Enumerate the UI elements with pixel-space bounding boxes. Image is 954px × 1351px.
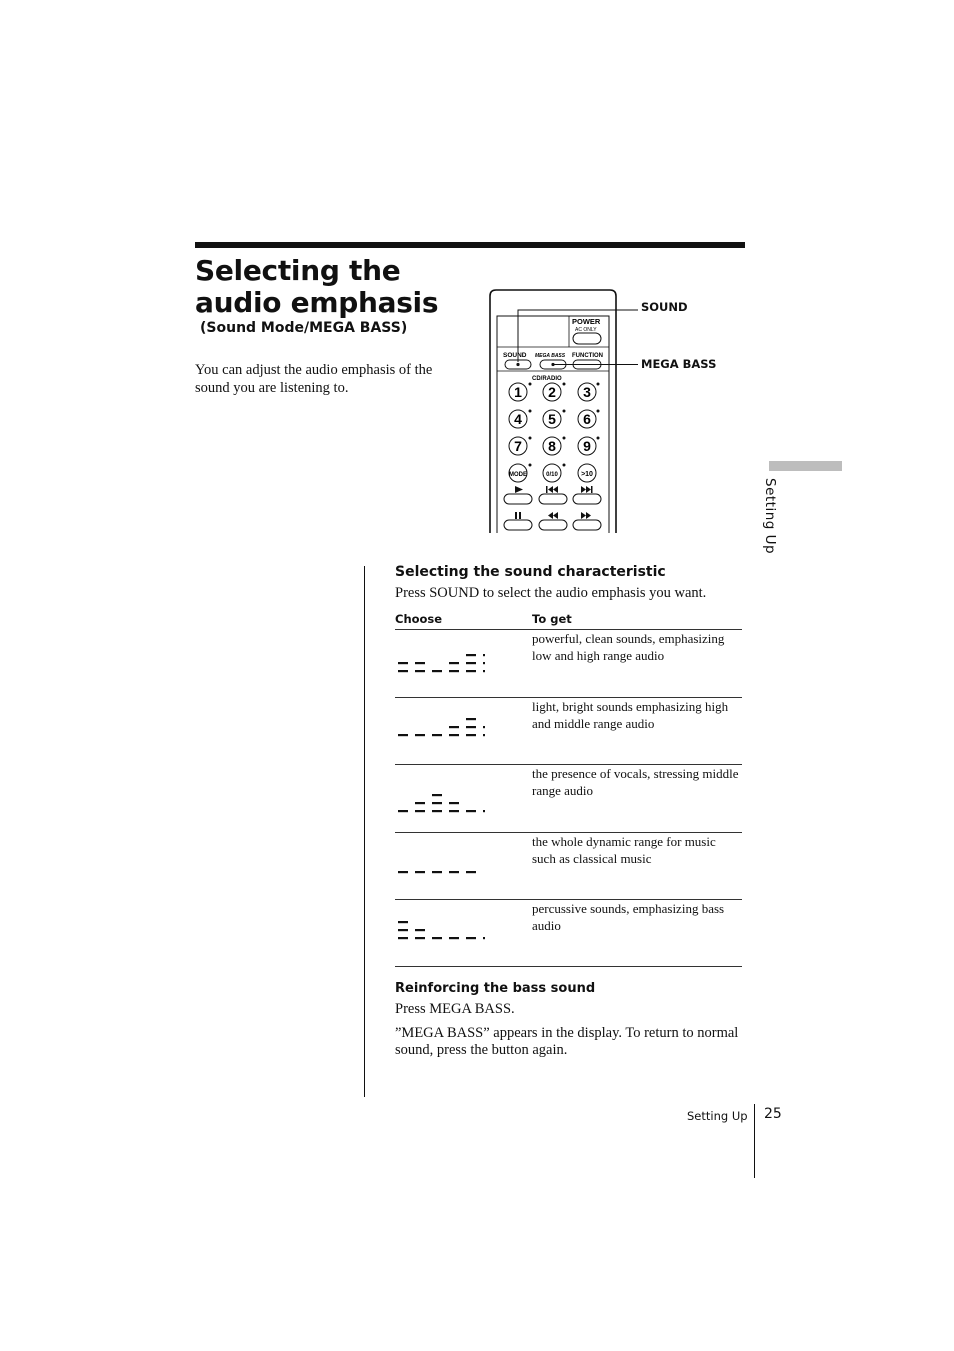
power-button [573, 333, 601, 344]
select-instruction: Press SOUND to select the audio emphasis you want. [395, 585, 707, 601]
digit-2: 2 [548, 384, 556, 400]
eq-level-segment [398, 921, 408, 923]
zero-ten-label: 0/10 [546, 472, 558, 478]
table-row [395, 698, 742, 765]
digit-1: 1 [514, 384, 522, 400]
page-number: 25 [764, 1106, 782, 1122]
eq-level-segment [449, 670, 459, 672]
table-row [395, 900, 742, 967]
eq-level-segment [483, 937, 485, 939]
next-button [573, 494, 601, 504]
play-icon [515, 486, 523, 493]
table-row [395, 765, 742, 833]
digit-9: 9 [583, 438, 591, 454]
eq-level-segment [466, 871, 476, 873]
function-label: FUNCTION [572, 353, 603, 359]
bass-heading: Reinforcing the bass sound [395, 981, 596, 996]
eq-graphic-row-5 [395, 915, 485, 941]
eq-level-segment [466, 937, 476, 939]
row-description: the presence of vocals, stressing middle range audio [532, 766, 739, 798]
eq-level-segment [449, 734, 459, 736]
intro-paragraph: You can adjust the audio emphasis of the sound you are listening to. [195, 362, 433, 396]
page-subtitle: (Sound Mode/MEGA BASS) [200, 320, 408, 336]
section-tab-marker [769, 461, 842, 471]
eq-level-segment [432, 734, 442, 736]
eq-level-segment [415, 929, 425, 931]
remote-control-illustration [478, 284, 638, 536]
eq-graphic-row-3 [395, 788, 485, 814]
eq-level-segment [483, 662, 485, 664]
eq-level-segment [449, 810, 459, 812]
eq-level-segment [483, 726, 485, 728]
footer-rule [754, 1104, 755, 1178]
eq-level-segment [415, 871, 425, 873]
eq-level-segment [466, 654, 476, 656]
rewind-icon [548, 512, 558, 519]
title-line-1: Selecting the [195, 254, 401, 287]
eq-level-segment [449, 662, 459, 664]
play-button [504, 494, 532, 504]
pause-button [504, 520, 532, 530]
eq-level-segment [449, 802, 459, 804]
eq-level-segment [432, 670, 442, 672]
top-rule [195, 242, 745, 248]
eq-level-segment [466, 662, 476, 664]
digit-3: 3 [583, 384, 591, 400]
bass-step: Press MEGA BASS. [395, 1001, 515, 1017]
eq-level-segment [398, 734, 408, 736]
eq-level-segment [398, 871, 408, 873]
title-line-2: audio emphasis [195, 286, 439, 319]
eq-level-segment [449, 871, 459, 873]
digit-6: 6 [583, 411, 591, 427]
table-row [395, 833, 742, 900]
next-icon [581, 486, 593, 493]
eq-level-segment [432, 810, 442, 812]
eq-graphic-row-2 [395, 712, 485, 738]
plus-ten-label: >10 [581, 471, 593, 478]
sound-label: SOUND [503, 352, 527, 359]
cd-radio-label: CD/RADIO [532, 376, 562, 382]
eq-level-segment [432, 802, 442, 804]
eq-level-segment [449, 726, 459, 728]
eq-level-segment [466, 670, 476, 672]
eq-level-segment [398, 937, 408, 939]
eq-level-segment [415, 662, 425, 664]
eq-level-segment [398, 670, 408, 672]
digit-5: 5 [548, 411, 556, 427]
eq-level-segment [466, 810, 476, 812]
column-header-choose: Choose [395, 612, 443, 626]
row-description: powerful, clean sounds, emphasizing low and high range audio [532, 631, 725, 663]
eq-level-segment [432, 871, 442, 873]
eq-level-segment [415, 810, 425, 812]
column-rule [364, 566, 365, 1097]
column-header-to-get: To get [532, 612, 572, 626]
digit-4: 4 [514, 411, 522, 427]
pause-icon [515, 512, 521, 519]
previous-button [539, 494, 567, 504]
eq-level-segment [483, 654, 485, 656]
eq-level-segment [432, 937, 442, 939]
eq-level-segment [466, 726, 476, 728]
ac-only-label: AC ONLY [575, 327, 597, 333]
digit-8: 8 [548, 438, 556, 454]
section-tab-label: Setting Up [762, 478, 778, 555]
table-row [395, 630, 742, 698]
power-label: POWER [572, 317, 601, 326]
eq-level-segment [398, 810, 408, 812]
eq-level-segment [415, 670, 425, 672]
table-header [395, 610, 742, 630]
fast-forward-icon [581, 512, 591, 519]
eq-graphic-row-4 [395, 849, 485, 875]
rewind-button [539, 520, 567, 530]
eq-level-segment [483, 810, 485, 812]
row-description: light, bright sounds emphasizing high and middle range audio [532, 699, 729, 731]
eq-graphic-row-1 [395, 648, 485, 674]
eq-level-segment [449, 937, 459, 939]
eq-level-segment [415, 734, 425, 736]
eq-level-segment [432, 794, 442, 796]
eq-level-segment [466, 718, 476, 720]
mode-label: MODE [509, 472, 527, 478]
eq-level-segment [483, 734, 485, 736]
previous-icon [546, 486, 558, 493]
eq-level-segment [466, 734, 476, 736]
digit-7: 7 [514, 438, 522, 454]
row-description: percussive sounds, emphasizing bass audio [532, 901, 725, 933]
eq-level-segment [415, 802, 425, 804]
row-description: the whole dynamic range for music such as classical music [532, 834, 716, 866]
mega-bass-label: MEGA BASS [535, 353, 566, 359]
sound-mode-table [395, 610, 742, 967]
mega-bass-callout-label: MEGA BASS [641, 357, 717, 371]
eq-level-segment [483, 670, 485, 672]
select-heading: Selecting the sound characteristic [395, 564, 666, 580]
page-title [195, 255, 438, 319]
sound-callout-label: SOUND [641, 300, 688, 314]
fast-forward-button [573, 520, 601, 530]
footer-section-label: Setting Up [687, 1109, 748, 1123]
bass-note: ”MEGA BASS” appears in the display. To return to normal sound, press the button again. [395, 1025, 739, 1058]
eq-level-segment [398, 662, 408, 664]
eq-level-segment [398, 929, 408, 931]
eq-level-segment [415, 937, 425, 939]
